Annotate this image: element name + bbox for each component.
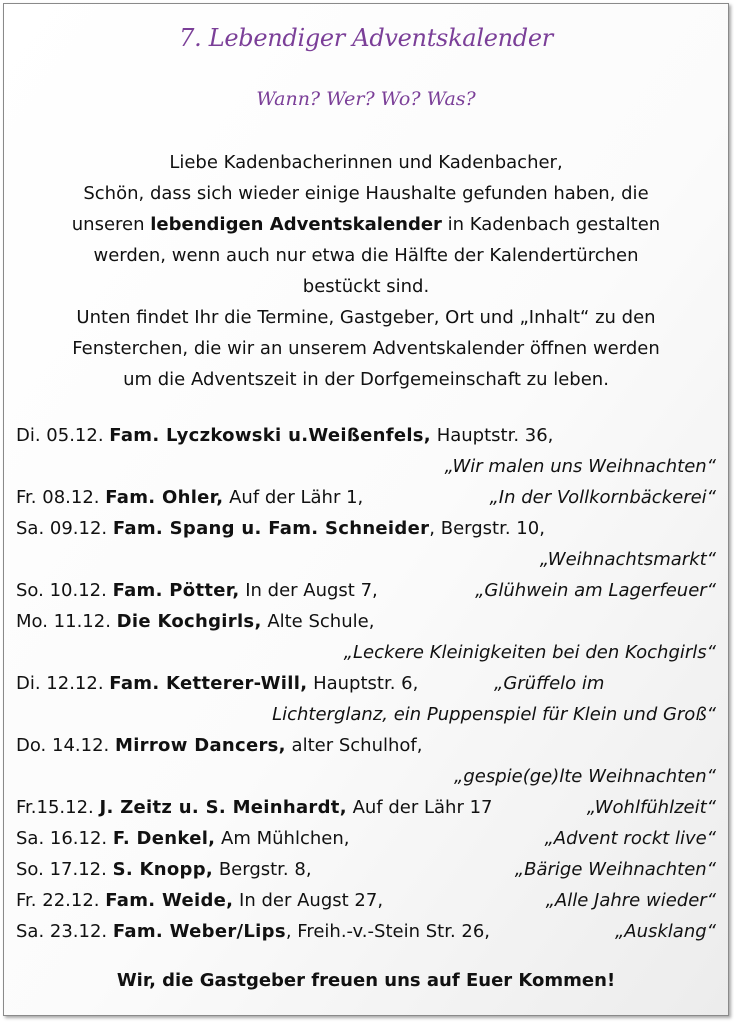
event-title: „Wohlfühlzeit“ bbox=[586, 797, 716, 818]
event-host: Fam. Ohler, bbox=[105, 487, 224, 508]
event-place: In der Augst 27, bbox=[239, 890, 384, 911]
event-title: „gespie(ge)lte Weihnachten“ bbox=[454, 766, 716, 787]
event-place: Hauptstr. 6, bbox=[313, 673, 419, 694]
event-entry bbox=[16, 916, 716, 947]
event-date: Sa. 16.12. bbox=[16, 828, 108, 849]
intro-text bbox=[14, 147, 718, 395]
event-date: Sa. 23.12. bbox=[16, 921, 108, 942]
intro-highlight: lebendigen Adventskalender bbox=[150, 214, 442, 235]
event-entry-cont bbox=[16, 544, 716, 575]
event-entry bbox=[16, 823, 716, 854]
intro-line: unseren lebendigen Adventskalender in Kadenbach gestalten bbox=[71, 214, 661, 235]
event-entry bbox=[16, 730, 716, 761]
event-title: „Alle Jahre wieder“ bbox=[545, 890, 716, 911]
event-date: Fr. 22.12. bbox=[16, 890, 100, 911]
event-host: Mirrow Dancers, bbox=[115, 735, 286, 756]
intro-line: um die Adventszeit in der Dorfgemeinschaft zu leben. bbox=[123, 369, 609, 390]
event-host: Fam. Ketterer-Will, bbox=[109, 673, 308, 694]
event-date: So. 10.12. bbox=[16, 580, 107, 601]
event-entry bbox=[16, 575, 716, 606]
intro-line: Fensterchen, die wir an unserem Adventskalender öffnen werden bbox=[72, 338, 660, 359]
intro-line: bestückt sind. bbox=[302, 276, 430, 297]
page-subtitle: Wann? Wer? Wo? Was? bbox=[256, 88, 476, 110]
event-place: Auf der Lähr 1, bbox=[229, 487, 364, 508]
event-entry bbox=[16, 420, 716, 451]
event-entry-cont bbox=[16, 637, 716, 668]
event-entry bbox=[16, 854, 716, 885]
event-title: Lichterglanz, ein Puppenspiel für Klein und Groß“ bbox=[272, 704, 716, 725]
event-host: S. Knopp, bbox=[112, 859, 214, 880]
event-entry bbox=[16, 668, 716, 699]
event-entry bbox=[16, 482, 716, 513]
event-entry bbox=[16, 885, 716, 916]
footer-note: Wir, die Gastgeber freuen uns auf Euer Kommen! bbox=[116, 970, 616, 991]
event-place: , Freih.-v.-Stein Str. 26, bbox=[285, 921, 491, 942]
event-list bbox=[16, 420, 716, 947]
event-title: „Grüffelo im bbox=[494, 673, 605, 694]
event-title: „In der Vollkornbäckerei“ bbox=[489, 487, 716, 508]
intro-line: Unten findet Ihr die Termine, Gastgeber, Ort und „Inhalt“ zu den bbox=[76, 307, 656, 328]
event-title: „Wir malen uns Weihnachten“ bbox=[444, 456, 716, 477]
event-date: Sa. 09.12. bbox=[16, 518, 108, 539]
event-host: F. Denkel, bbox=[112, 828, 216, 849]
event-entry bbox=[16, 606, 716, 637]
event-title: „Bärige Weihnachten“ bbox=[514, 859, 716, 880]
event-place: Hauptstr. 36, bbox=[436, 425, 554, 446]
event-title: „Leckere Kleinigkeiten bei den Kochgirls“ bbox=[343, 642, 716, 663]
event-place: Bergstr. 8, bbox=[218, 859, 312, 880]
event-title: „Ausklang“ bbox=[614, 921, 716, 942]
event-date: Di. 12.12. bbox=[16, 673, 104, 694]
event-host: Fam. Weide, bbox=[105, 890, 234, 911]
event-place: , Bergstr. 10, bbox=[429, 518, 545, 539]
intro-line: Schön, dass sich wieder einige Haushalte gefunden haben, die bbox=[83, 183, 649, 204]
event-entry-cont bbox=[16, 451, 716, 482]
event-entry-cont bbox=[16, 699, 716, 730]
event-entry bbox=[16, 792, 716, 823]
event-date: So. 17.12. bbox=[16, 859, 107, 880]
event-entry-cont bbox=[16, 761, 716, 792]
event-place: Auf der Lähr 17 bbox=[352, 797, 493, 818]
intro-line: Liebe Kadenbacherinnen und Kadenbacher, bbox=[169, 152, 563, 173]
event-place: Alte Schule, bbox=[267, 611, 375, 632]
advent-calendar-card bbox=[3, 3, 729, 1016]
event-host: Die Kochgirls, bbox=[116, 611, 262, 632]
event-host: J. Zeitz u. S. Meinhardt, bbox=[99, 797, 347, 818]
event-date: Fr. 08.12. bbox=[16, 487, 100, 508]
event-date: Di. 05.12. bbox=[16, 425, 104, 446]
event-title: „Glühwein am Lagerfeuer“ bbox=[475, 580, 716, 601]
event-host: Fam. Lyczkowski u.Weißenfels, bbox=[109, 425, 431, 446]
event-title: „Weihnachtsmarkt“ bbox=[539, 549, 716, 570]
event-host: Fam. Spang u. Fam. Schneider bbox=[112, 518, 430, 539]
event-host: Fam. Pötter, bbox=[112, 580, 240, 601]
event-place: alter Schulhof, bbox=[291, 735, 423, 756]
event-place: In der Augst 7, bbox=[245, 580, 378, 601]
event-title: „Advent rockt live“ bbox=[544, 828, 716, 849]
event-date: Fr.15.12. bbox=[16, 797, 94, 818]
event-date: Do. 14.12. bbox=[16, 735, 110, 756]
page-title: 7. Lebendiger Adventskalender bbox=[179, 24, 553, 52]
event-date: Mo. 11.12. bbox=[16, 611, 111, 632]
event-entry bbox=[16, 513, 716, 544]
intro-line: werden, wenn auch nur etwa die Hälfte der Kalendertürchen bbox=[93, 245, 639, 266]
event-place: Am Mühlchen, bbox=[221, 828, 350, 849]
event-host: Fam. Weber/Lips bbox=[112, 921, 286, 942]
